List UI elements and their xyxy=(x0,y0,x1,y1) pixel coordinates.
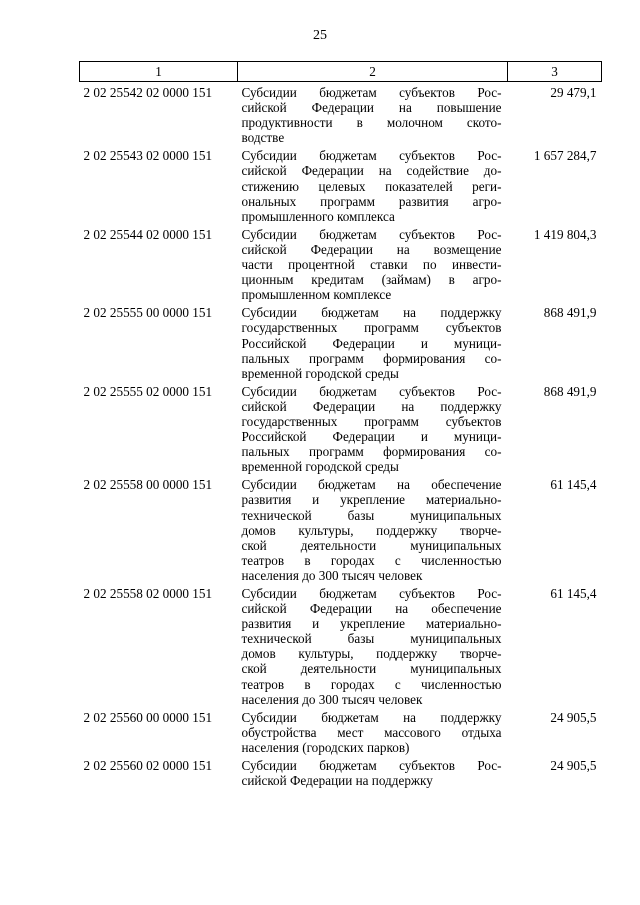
description-line: Субсидии бюджетам субъектов Рос- xyxy=(241,383,502,399)
budget-code-cell: 2 02 25555 02 0000 151 xyxy=(83,383,213,399)
description-line: технической базы муниципальных xyxy=(241,631,502,647)
description-line: театров в городах с численностью xyxy=(241,676,502,692)
description-line: сийской Федерации на содействие до- xyxy=(241,163,502,179)
description-line: водстве xyxy=(241,130,285,146)
description-cell xyxy=(238,477,508,586)
description-line: ской деятельности муниципальных xyxy=(241,537,502,553)
description-line: Субсидии бюджетам субъектов Рос- xyxy=(241,758,502,774)
budget-code-cell: 2 02 25560 00 0000 151 xyxy=(83,709,213,725)
budget-table xyxy=(79,61,602,791)
column-header-name: 2 xyxy=(238,62,508,82)
description-cell xyxy=(238,758,508,791)
amount-cell: 868 491,9 xyxy=(543,305,597,321)
description-line: развития и укрепление материально- xyxy=(241,492,502,508)
description-line: сийской Федерации на возмещение xyxy=(241,241,502,257)
amount-cell: 61 145,4 xyxy=(550,477,597,493)
description-line: промышленном комплексе xyxy=(241,287,392,303)
description-line: Субсидии бюджетам на обеспечение xyxy=(241,477,502,493)
description-line: государственных программ субъектов xyxy=(241,413,502,429)
description-line: государственных программ субъектов xyxy=(241,320,502,336)
table-row xyxy=(80,384,602,478)
amount-cell: 29 479,1 xyxy=(550,85,597,100)
description-line: Субсидии бюджетам субъектов Рос- xyxy=(241,586,502,601)
description-line: стижению целевых показателей реги- xyxy=(241,178,502,194)
description-cell xyxy=(238,384,508,478)
description-line: продуктивности в молочном ското- xyxy=(241,115,502,131)
amount-cell: 24 905,5 xyxy=(550,709,597,725)
budget-code-cell: 2 02 25544 02 0000 151 xyxy=(83,226,213,242)
budget-code-cell: 2 02 25542 02 0000 151 xyxy=(83,85,213,100)
description-cell xyxy=(238,586,508,710)
description-cell xyxy=(238,305,508,383)
description-line: развития и укрепление материально- xyxy=(241,616,502,632)
description-cell xyxy=(238,82,508,149)
column-header-code: 1 xyxy=(80,62,238,82)
table-row xyxy=(80,227,602,305)
amount-cell: 61 145,4 xyxy=(550,586,597,601)
budget-code-cell: 2 02 25560 02 0000 151 xyxy=(83,758,213,774)
description-line: театров в городах с численностью xyxy=(241,552,502,568)
description-line: технической базы муниципальных xyxy=(241,507,502,523)
description-line: Субсидии бюджетам на поддержку xyxy=(241,709,502,725)
table-row xyxy=(80,586,602,710)
description-line: временной городской среды xyxy=(241,365,399,381)
description-line: временной городской среды xyxy=(241,459,399,475)
budget-code-cell: 2 02 25543 02 0000 151 xyxy=(83,148,213,164)
description-line: Субсидии бюджетам субъектов Рос- xyxy=(241,85,502,100)
description-line: Субсидии бюджетам субъектов Рос- xyxy=(241,226,502,242)
description-line: части процентной ставки по инвести- xyxy=(241,257,502,273)
description-line: сийской Федерации на повышение xyxy=(241,100,502,116)
description-line: населения до 300 тысяч человек xyxy=(241,567,423,583)
table-row xyxy=(80,710,602,758)
description-line: Российской Федерации и муници- xyxy=(241,335,502,351)
description-line: ональных программ развития агро- xyxy=(241,193,502,209)
budget-code-cell: 2 02 25555 00 0000 151 xyxy=(83,305,213,321)
amount-cell: 1 657 284,7 xyxy=(533,148,597,164)
table-row xyxy=(80,477,602,586)
description-line: сийской Федерации на поддержку xyxy=(241,773,433,789)
amount-cell: 24 905,5 xyxy=(550,758,597,774)
description-cell xyxy=(238,710,508,758)
description-line: Субсидии бюджетам на поддержку xyxy=(241,305,502,321)
description-line: домов культуры, поддержку творче- xyxy=(241,646,502,662)
description-cell xyxy=(238,148,508,226)
table-header-row xyxy=(80,62,602,82)
description-line: Субсидии бюджетам субъектов Рос- xyxy=(241,148,502,164)
description-line: сийской Федерации на обеспечение xyxy=(241,601,502,617)
description-line: пальных программ формирования со- xyxy=(241,350,502,366)
amount-cell: 1 419 804,3 xyxy=(533,226,597,242)
column-header-amount: 3 xyxy=(508,62,602,82)
table-row xyxy=(80,758,602,791)
description-line: промышленного комплекса xyxy=(241,208,395,224)
table-row xyxy=(80,305,602,383)
description-line: обустройства мест массового отдыха xyxy=(241,724,502,740)
description-line: пальных программ формирования со- xyxy=(241,444,502,460)
description-cell xyxy=(238,227,508,305)
description-line: населения до 300 тысяч человек xyxy=(241,691,423,707)
table-row xyxy=(80,148,602,226)
amount-cell: 868 491,9 xyxy=(543,383,597,399)
description-line: сийской Федерации на поддержку xyxy=(241,398,502,414)
description-line: ционным кредитам (займам) в агро- xyxy=(241,272,502,288)
page-number: 25 xyxy=(313,28,327,43)
budget-code-cell: 2 02 25558 02 0000 151 xyxy=(83,586,213,601)
description-line: Российской Федерации и муници- xyxy=(241,429,502,445)
description-line: населения (городских парков) xyxy=(241,739,410,755)
budget-code-cell: 2 02 25558 00 0000 151 xyxy=(83,477,213,493)
description-line: домов культуры, поддержку творче- xyxy=(241,522,502,538)
description-line: ской деятельности муниципальных xyxy=(241,661,502,677)
table-row xyxy=(80,82,602,149)
